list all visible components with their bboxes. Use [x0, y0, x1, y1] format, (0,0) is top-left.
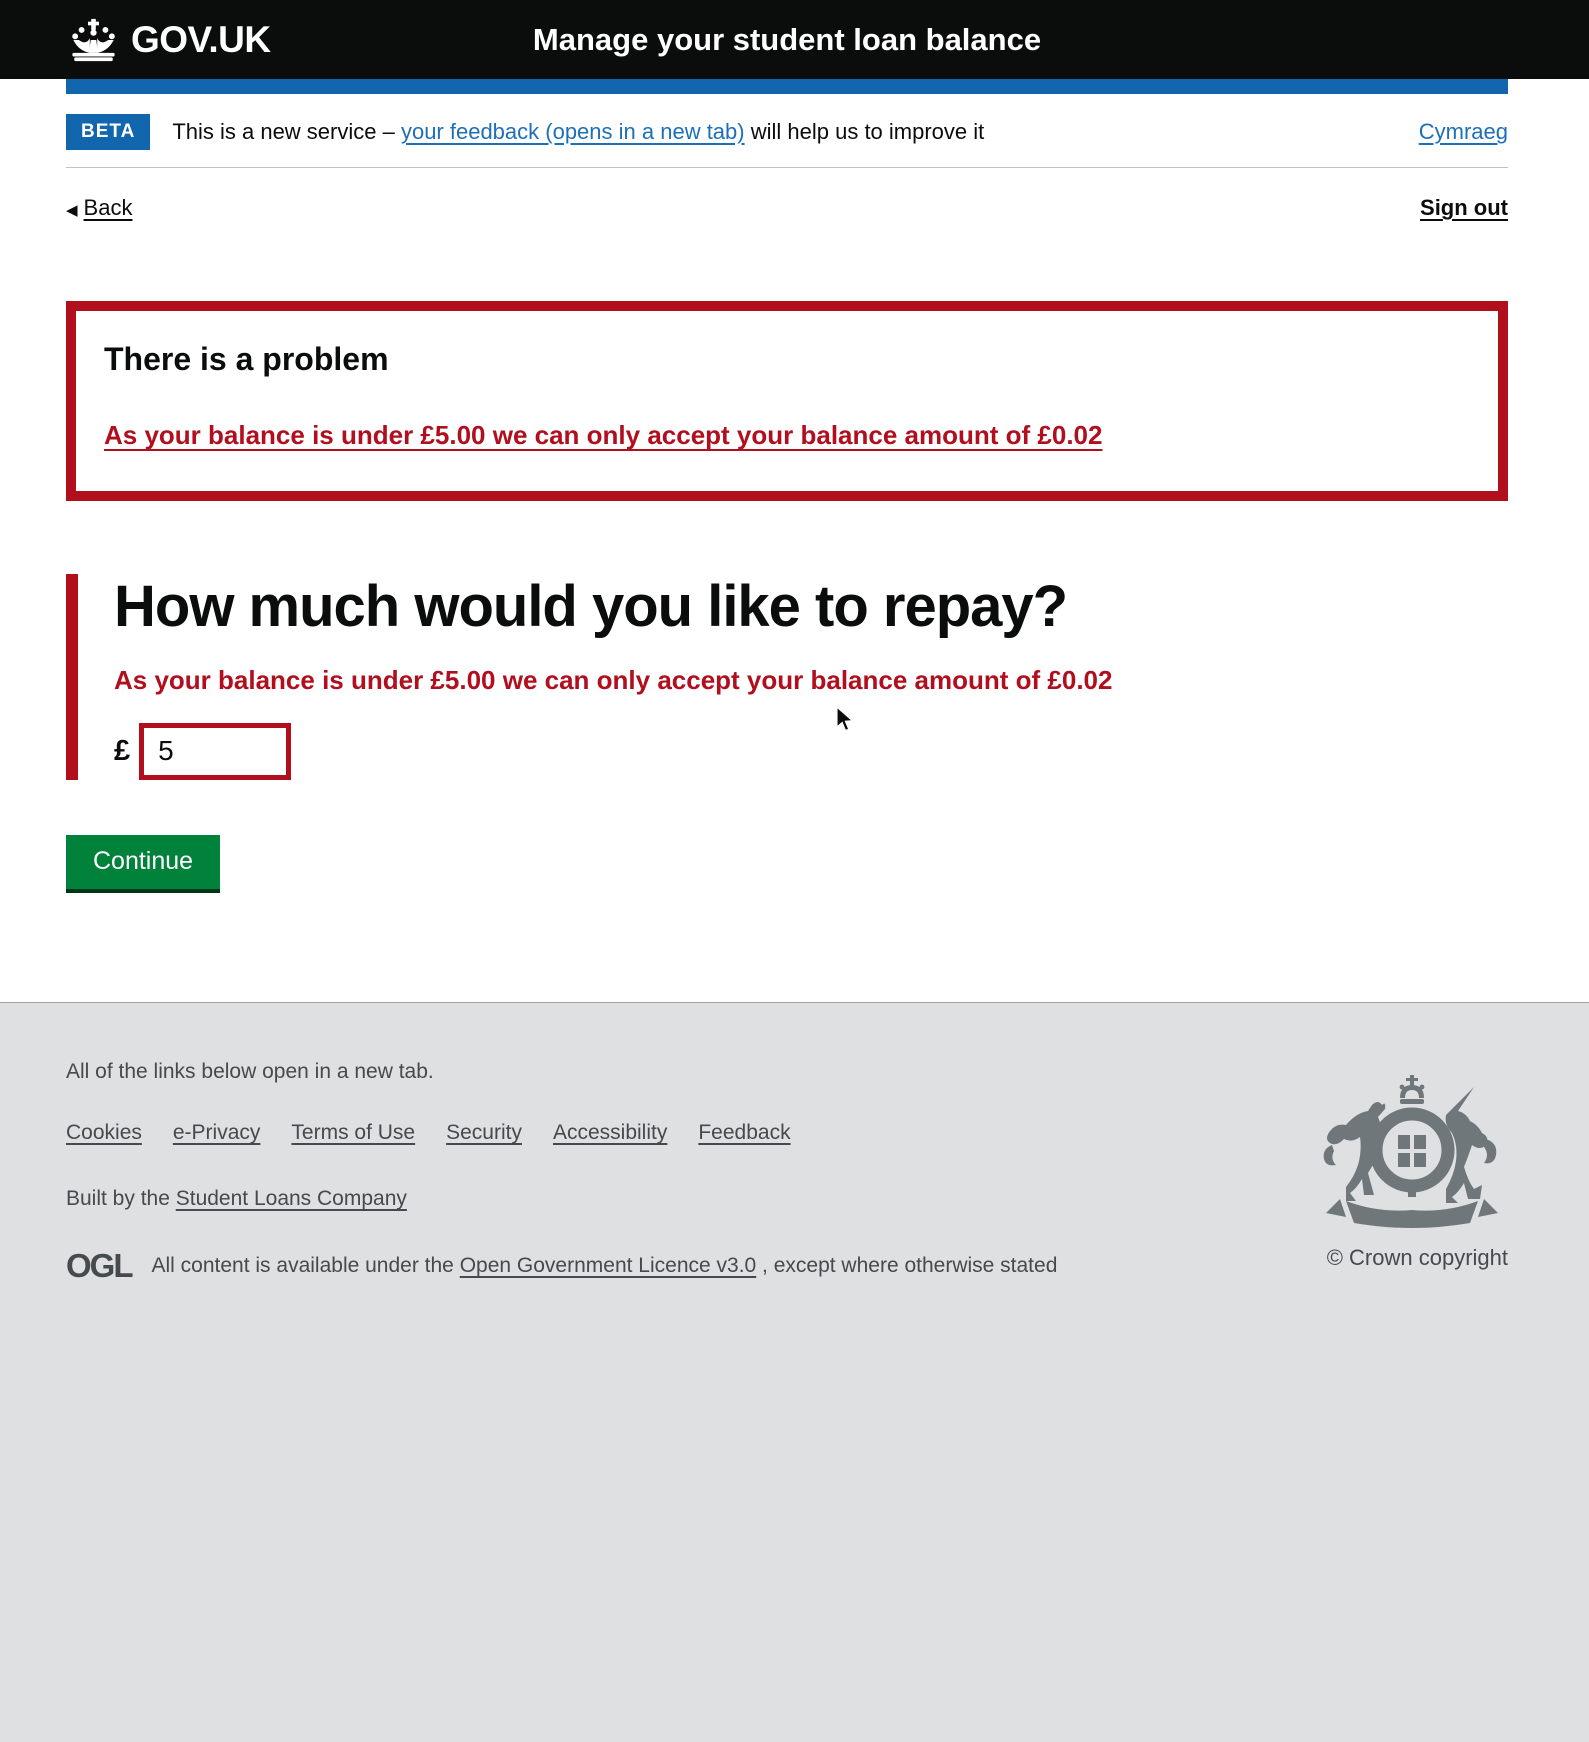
field-error-message: As your balance is under £5.00 we can only accept your balance amount of £0.02 [114, 664, 1113, 695]
beta-tag: BETA [66, 114, 150, 150]
sign-out-link[interactable]: Sign out [1420, 195, 1508, 220]
footer-link-cookies[interactable]: Cookies [66, 1121, 142, 1144]
crown-copyright: © Crown copyright [1326, 1245, 1508, 1270]
error-summary-title: There is a problem [104, 341, 389, 377]
mouse-cursor [835, 707, 857, 738]
header-blue-bar [66, 79, 1508, 94]
back-link[interactable] [66, 195, 132, 221]
back-label: Back [83, 195, 133, 220]
footer [0, 1002, 1589, 1742]
slc-link[interactable]: Student Loans Company [175, 1187, 407, 1210]
back-arrow-icon: ◀ [66, 202, 78, 219]
error-summary-link[interactable]: As your balance is under £5.00 we can only accept your balance amount of £0.02 [104, 420, 1103, 450]
phase-banner [66, 94, 1508, 168]
footer-link-terms[interactable]: Terms of Use [291, 1121, 416, 1144]
licence-prefix: All content is available under the [151, 1254, 460, 1277]
footer-links [66, 1121, 1508, 1145]
service-title: Manage your student loan balance [532, 21, 1042, 57]
phase-text-after: will help us to improve it [744, 119, 985, 144]
built-by [66, 1187, 1508, 1211]
nav-row [66, 168, 1508, 221]
footer-link-security[interactable]: Security [446, 1121, 522, 1144]
continue-button[interactable]: Continue [66, 835, 220, 889]
repay-amount-input[interactable] [139, 723, 291, 780]
footer-link-feedback[interactable]: Feedback [698, 1121, 791, 1144]
ogl-row [66, 1247, 1508, 1285]
govuk-logo[interactable] [66, 18, 271, 62]
footer-link-eprivacy[interactable]: e-Privacy [172, 1121, 261, 1144]
phase-banner-text [172, 119, 984, 145]
footer-note: All of the links below open in a new tab. [66, 1060, 434, 1083]
error-summary [66, 301, 1508, 501]
repay-form-group [66, 574, 1508, 780]
built-by-prefix: Built by the [66, 1187, 176, 1210]
ogl-licence-link[interactable]: Open Government Licence v3.0 [459, 1254, 757, 1277]
currency-prefix: £ [114, 734, 131, 767]
phase-text-before: This is a new service – [172, 119, 401, 144]
licence-text [152, 1254, 1058, 1278]
feedback-link[interactable]: your feedback (opens in a new tab) [400, 119, 745, 144]
footer-link-accessibility[interactable]: Accessibility [552, 1121, 668, 1144]
crown-icon [66, 18, 121, 62]
ogl-logo: OGL [66, 1247, 132, 1284]
masthead [0, 0, 1589, 79]
logo-text: GOV.UK [131, 18, 271, 60]
page-title: How much would you like to repay? [114, 574, 1068, 639]
licence-suffix: , except where otherwise stated [756, 1254, 1058, 1277]
amount-row [114, 723, 1508, 780]
royal-coat-of-arms [1316, 1073, 1508, 1237]
language-link-cymraeg[interactable]: Cymraeg [1418, 119, 1508, 144]
